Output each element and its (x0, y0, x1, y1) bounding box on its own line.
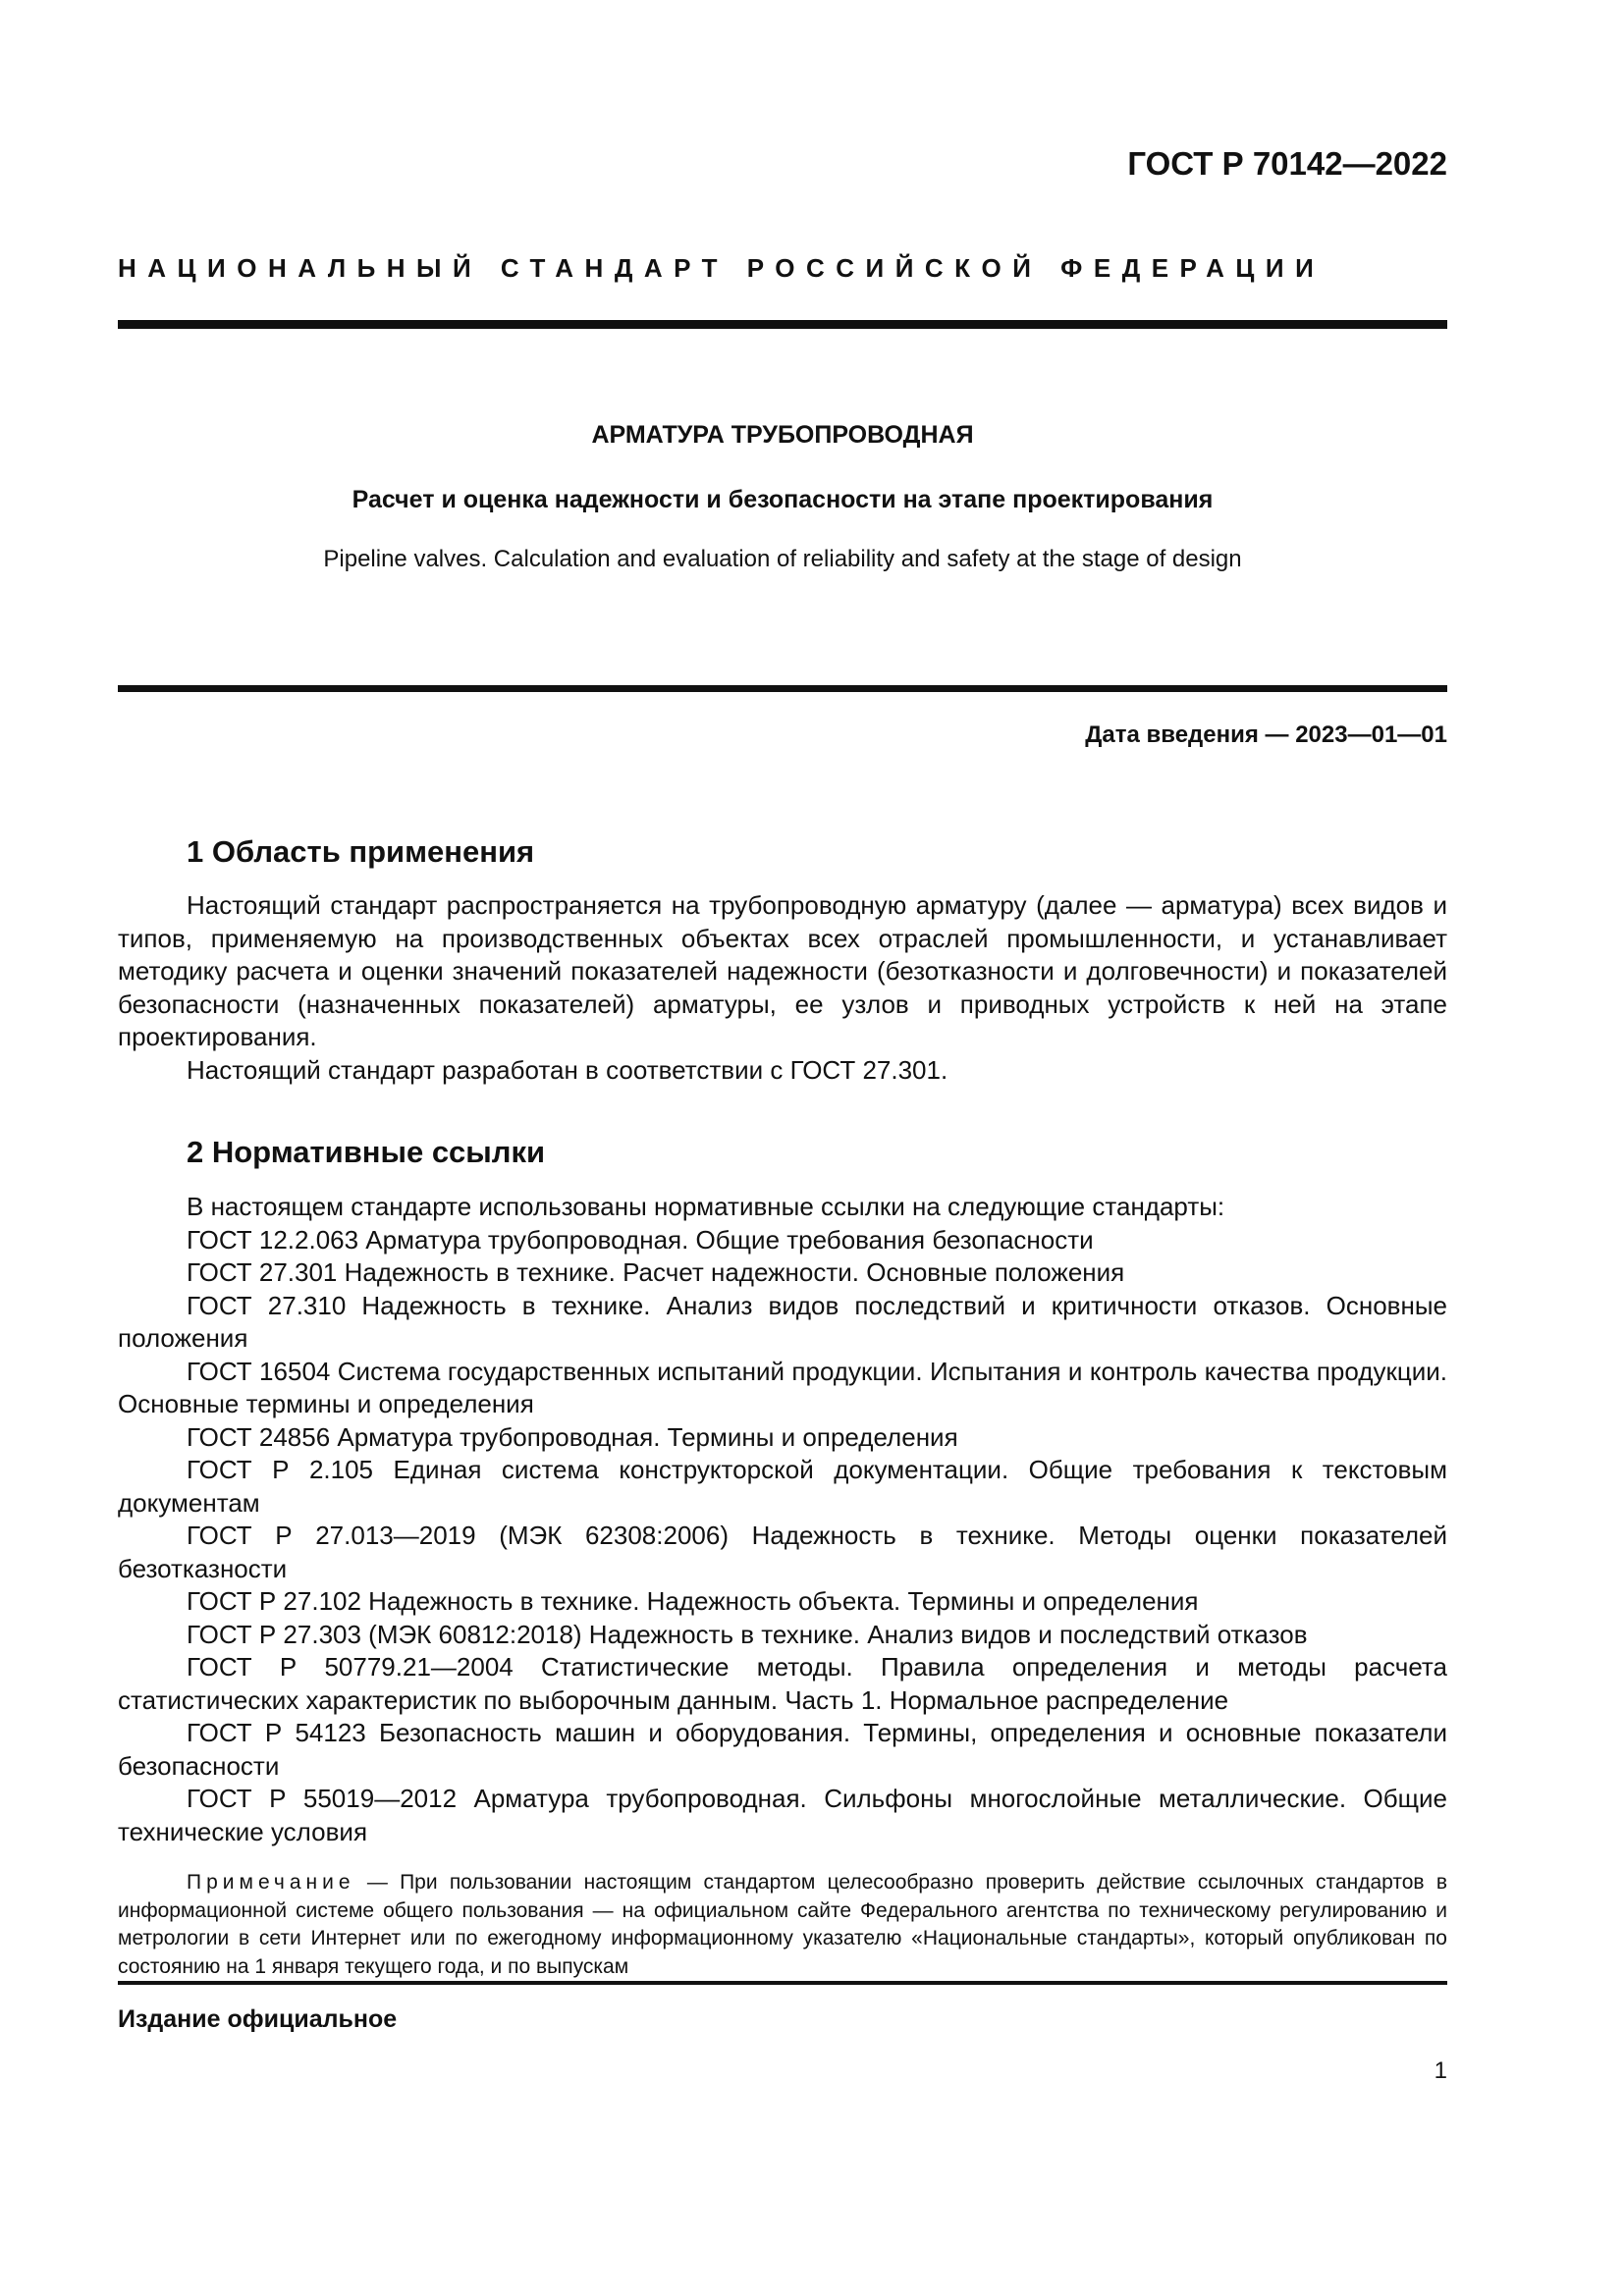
top-rule (118, 320, 1447, 329)
reference-item: ГОСТ 24856 Арматура трубопроводная. Термины и определения (187, 1421, 958, 1452)
document-subtitle: Расчет и оценка надежности и безопасности на этапе проектирования (352, 486, 1214, 513)
document-number: ГОСТ Р 70142—2022 (1127, 145, 1447, 182)
reference-item: ГОСТ Р 27.303 (МЭК 60812:2018) Надежность в технике. Анализ видов и последствий отказов (187, 1619, 1308, 1649)
paragraph: Настоящий стандарт разработан в соответствии с ГОСТ 27.301. (187, 1054, 948, 1085)
standard-banner: НАЦИОНАЛЬНЫЙ СТАНДАРТ РОССИЙСКОЙ ФЕДЕРАЦИИ (118, 253, 1326, 283)
section-heading-scope: 1 Область применения (187, 834, 535, 869)
reference-item: ГОСТ 16504 Система государственных испытаний продукции. Испытания и контроль качества продукции. Основные термины и определения (118, 1356, 1447, 1418)
introduction-date: Дата введения — 2023—01—01 (1085, 721, 1447, 748)
reference-intro: В настоящем стандарте использованы нормативные ссылки на следующие стандарты: (187, 1192, 1225, 1221)
section-body-scope (118, 889, 1447, 1087)
note-paragraph (118, 1869, 1447, 1981)
section-heading-references: 2 Нормативные ссылки (187, 1135, 546, 1169)
section-body-references (118, 1191, 1447, 1848)
english-title: Pipeline valves. Calculation and evaluation of reliability and safety at the stage of design (323, 546, 1242, 572)
reference-item: ГОСТ 12.2.063 Арматура трубопроводная. Общие требования безопасности (187, 1224, 1094, 1255)
edition-label: Издание официальное (118, 2005, 398, 2033)
note-text: — При пользовании настоящим стандартом целесообразно проверить действие ссылочных стандартов в информационной системе общего пользования — на официальном сайте Федерального агентства по техническому регулированию и метрологии в сети Интернет или по ежегодному информационному указателю «Национальные стандарты», который опубликован по состоянию на 1 января текущего года, и по выпускам (118, 1871, 1447, 1978)
reference-item: ГОСТ Р 27.013—2019 (МЭК 62308:2006) Надежность в технике. Методы оценки показателей безотказности (118, 1521, 1447, 1583)
document-title: АРМАТУРА ТРУБОПРОВОДНАЯ (591, 421, 974, 449)
reference-item: ГОСТ 27.310 Надежность в технике. Анализ видов последствий и критичности отказов. Основные положения (118, 1290, 1447, 1353)
note (118, 1869, 1447, 1981)
note-label: Примечание (187, 1871, 355, 1894)
reference-item: ГОСТ Р 2.105 Единая система конструкторской документации. Общие требования к текстовым документам (118, 1455, 1447, 1518)
reference-item: ГОСТ Р 54123 Безопасность машин и оборудования. Термины, определения и основные показатели безопасности (118, 1718, 1447, 1781)
paragraph: Настоящий стандарт распространяется на трубопроводную арматуру (далее — арматура) всех видов и типов, применяемую на производственных объектах всех отраслей промышленности, и устанавливает методику расчета и оценки значений показателей надежности (безотказности и долговечности) и показателей безопасности (назначенных показателей) арматуры, ее узлов и приводных устройств к ней на этапе проектирования. (118, 890, 1447, 1051)
reference-item: ГОСТ Р 27.102 Надежность в технике. Надежность объекта. Термины и определения (187, 1586, 1199, 1616)
reference-item: ГОСТ Р 55019—2012 Арматура трубопроводная. Сильфоны многослойные металлические. Общие технические условия (118, 1784, 1447, 1846)
page-number: 1 (1434, 2057, 1447, 2084)
reference-item: ГОСТ 27.301 Надежность в технике. Расчет надежности. Основные положения (187, 1257, 1125, 1287)
footer-rule (118, 1981, 1447, 1985)
title-rule (118, 685, 1447, 692)
reference-item: ГОСТ Р 50779.21—2004 Статистические методы. Правила определения и методы расчета статистических характеристик по выборочным данным. Часть 1. Нормальное распределение (118, 1652, 1447, 1715)
